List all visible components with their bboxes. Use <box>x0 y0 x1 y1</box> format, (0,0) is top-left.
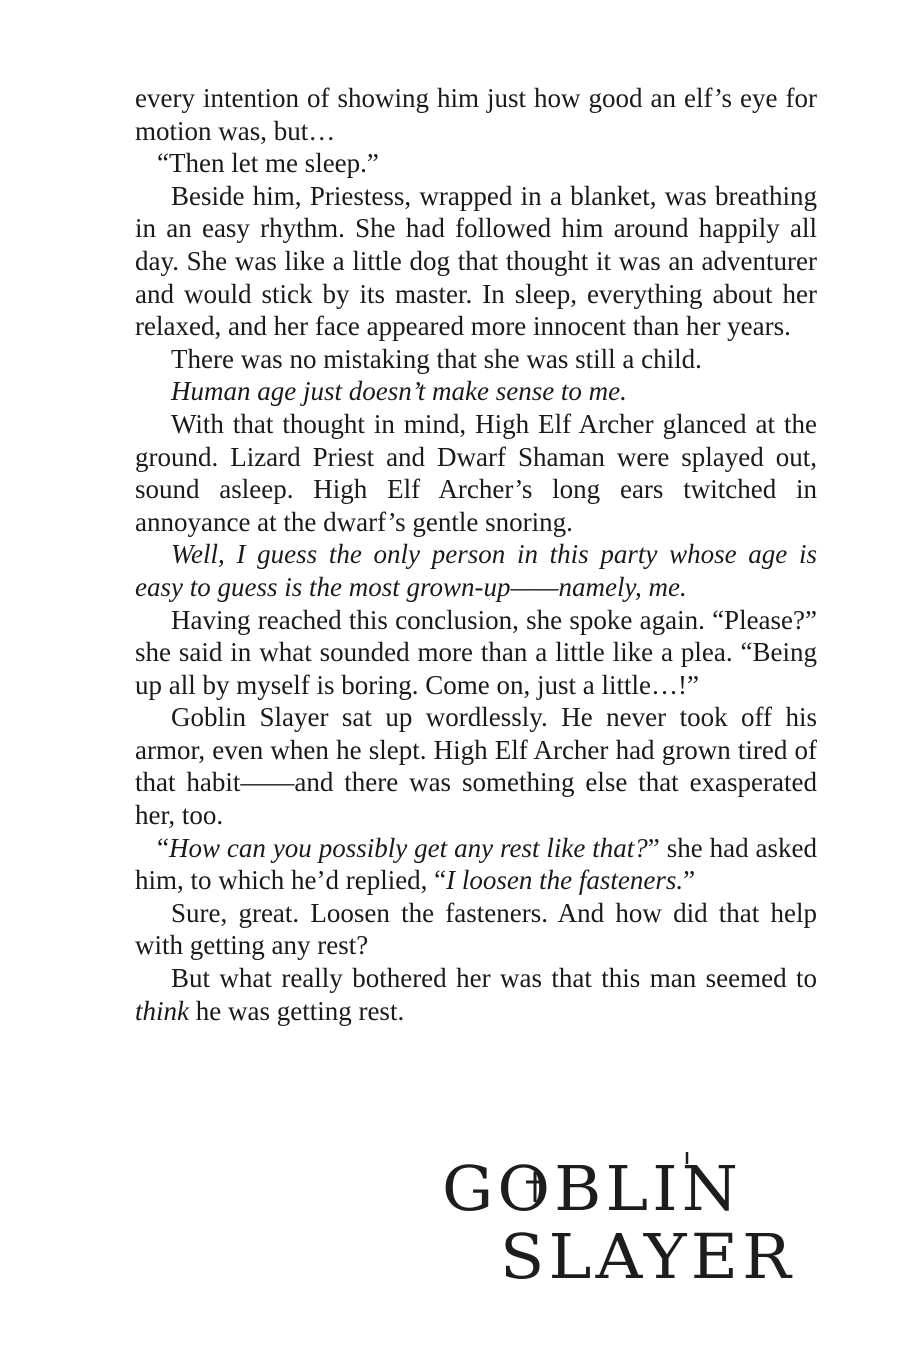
paragraph-8 <box>135 604 817 702</box>
paragraph-10-segment-1: “ <box>157 832 169 863</box>
paragraph-2-text: “Then let me sleep.” <box>157 148 379 179</box>
paragraph-9-text: Goblin Slayer sat up wordlessly. He never took off his armor, even when he slept. High Elf Archer had grown tired of that habit——and there was something else that exasperated her, too. <box>135 702 817 831</box>
paragraph-5-text: Human age just doesn’t make sense to me. <box>171 376 627 407</box>
paragraph-2 <box>135 147 817 180</box>
paragraph-1 <box>135 82 817 147</box>
paragraph-4 <box>135 343 817 376</box>
paragraph-10-segment-3: ” she had asked him, to which he’d replied, “ <box>135 832 818 896</box>
paragraph-1-text: every intention of showing him just how good an elf’s eye for motion was, but… <box>135 83 817 146</box>
paragraph-6-text: With that thought in mind, High Elf Archer glanced at the ground. Lizard Priest and Dwarf Shaman were splayed out, sound asleep. High Elf Archer’s long ears twitched in annoyance at the dwarf’s gentle snoring. <box>135 408 817 537</box>
paragraph-10 <box>135 832 817 897</box>
series-logo <box>440 1150 800 1290</box>
paragraph-3-text: Beside him, Priestess, wrapped in a blanket, was breathing in an easy rhythm. She had followed him around happily all day. She was like a little dog that thought it was an adventurer and would stick by its master. In sleep, everything about her relaxed, and her face appeared more innocent than her years. <box>135 180 817 342</box>
paragraph-6 <box>135 408 817 538</box>
paragraph-3 <box>135 180 817 343</box>
paragraph-12-segment-2: think <box>135 995 189 1026</box>
paragraph-10-segment-4: I loosen the fasteners. <box>446 865 684 896</box>
paragraph-5 <box>135 375 817 408</box>
paragraph-11-text: Sure, great. Loosen the fasteners. And how did that help with getting any rest? <box>135 897 817 961</box>
paragraph-12 <box>135 962 817 1027</box>
paragraph-10-segment-2: How can you possibly get any rest like that? <box>168 832 648 863</box>
paragraph-9 <box>135 701 817 831</box>
paragraph-8-text: Having reached this conclusion, she spoke again. “Please?” she said in what sounded more than a little like a plea. “Being up all by myself is boring. Come on, just a little…!” <box>135 604 817 700</box>
paragraph-7 <box>135 538 817 603</box>
paragraph-10-segment-5: ” <box>683 865 696 896</box>
paragraph-11 <box>135 897 817 962</box>
series-logo-art <box>440 1150 800 1290</box>
paragraph-7-text: Well, I guess the only person in this party whose age is easy to guess is the most grown-up——namely, me. <box>135 539 817 602</box>
logo-line-1: GOBLIN <box>442 1152 742 1225</box>
paragraph-12-segment-3: he was getting rest. <box>189 995 405 1026</box>
paragraph-4-text: There was no mistaking that she was still a child. <box>171 343 702 374</box>
body-text <box>135 82 817 1027</box>
logo-line-2: SLAYER <box>500 1220 795 1290</box>
paragraph-12-segment-1: But what really bothered her was that this man seemed to <box>171 963 817 994</box>
